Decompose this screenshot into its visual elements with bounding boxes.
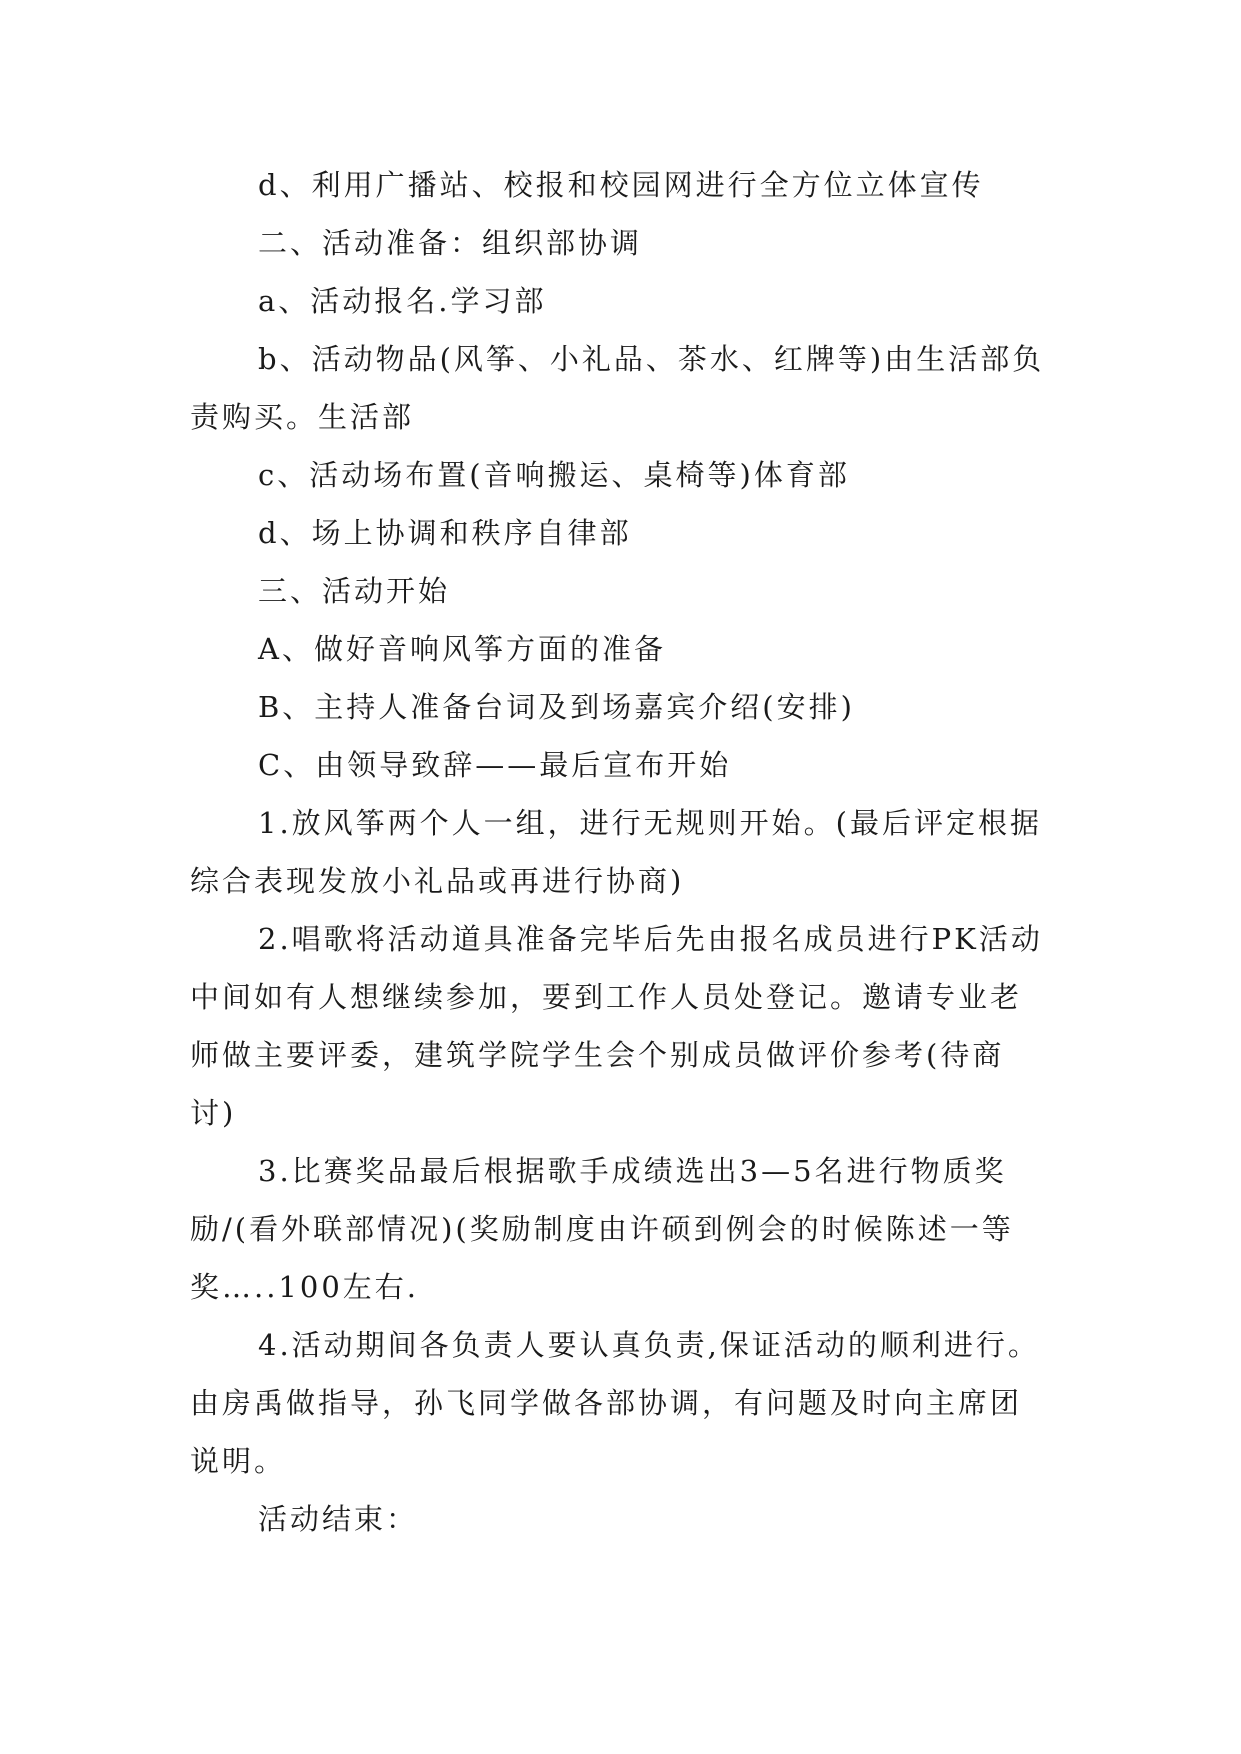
section-heading-preparation: 二、活动准备：组织部协调 [258,226,643,260]
paragraph-host-prep: B、主持人准备台词及到场嘉宾介绍(安排) [258,690,855,724]
paragraph-supplies: b、活动物品(风筝、小礼品、茶水、红牌等)由生活部负责购买。生活部 [190,342,1045,434]
paragraph-order: d、场上协调和秩序自律部 [258,516,632,550]
section-heading-start: 三、活动开始 [258,574,451,608]
paragraph-prizes: 3.比赛奖品最后根据歌手成绩选出3—5名进行物质奖励/(看外联部情况)(奖励制度由许硕到例会的时候陈述一等奖…..100左右. [190,1154,1014,1304]
paragraph-venue-setup: c、活动场布置(音响搬运、桌椅等)体育部 [258,458,850,492]
paragraph-kite-flying: 1.放风筝两个人一组，进行无规则开始。(最后评定根据综合表现发放小礼品或再进行协商) [190,806,1042,898]
paragraph-audio-prep: A、做好音响风筝方面的准备 [258,632,666,666]
paragraph-responsibility: 4.活动期间各负责人要认真负责,保证活动的顺利进行。由房禹做指导，孙飞同学做各部协调，有问题及时向主席团说明。 [190,1328,1040,1478]
paragraph-opening-speech: C、由领导致辞——最后宣布开始 [258,748,732,782]
section-heading-end: 活动结束： [258,1502,419,1536]
paragraph-publicity: d、利用广播站、校报和校园网进行全方位立体宣传 [258,168,984,202]
paragraph-registration: a、活动报名.学习部 [258,284,547,318]
paragraph-singing: 2.唱歌将活动道具准备完毕后先由报名成员进行PK活动中间如有人想继续参加，要到工作人员处登记。邀请专业老师做主要评委，建筑学院学生会个别成员做评价参考(待商讨) [190,922,1043,1130]
document-body [190,156,1050,1548]
